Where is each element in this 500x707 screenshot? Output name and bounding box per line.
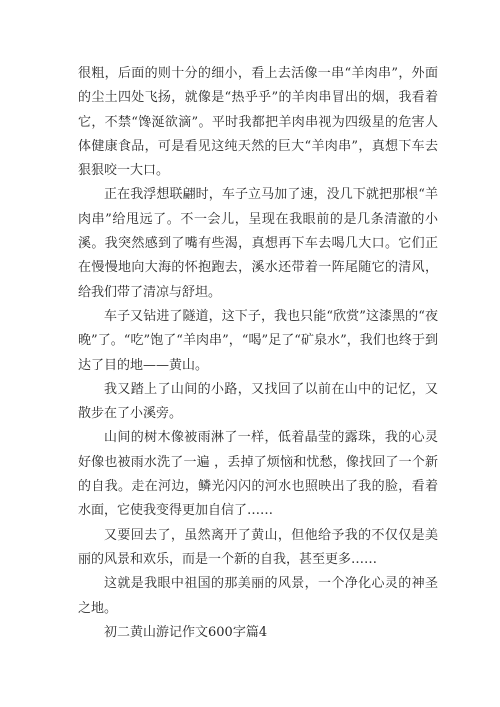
paragraph-7: 这就是我眼中祖国的那美丽的风景，一个净化心灵的神圣之地。 — [78, 576, 438, 616]
paragraph-1: 很粗，后面的则十分的细小，看上去活像一串“羊肉串”，外面的尘土四处飞扬，就像是“热乎乎”的羊肉串冒出的烟，我看着它，不禁“馋涎欲滴”。平时我都把羊肉串视为四级星的危害人体健康食品，可是看见这纯天然的巨大“羊肉串”，真想下车去狠狠咬一大口。 — [78, 66, 438, 179]
paragraph-4: 我又踏上了山间的小路，又找回了以前在山中的记忆，又散步在了小溪旁。 — [78, 381, 438, 422]
paragraph-2: 正在我浮想联翩时，车子立马加了速，没几下就把那根“羊肉串”给甩远了。不一会儿，呈现在我眼前的是几条清澈的小溪。我突然感到了嘴有些渴，真想再下车去喝几大口。它们正在慢慢地向大海的怀抱跑去，溪水还带着一阵尾随它的清风，给我们带了清凉与舒坦。 — [78, 187, 438, 300]
paragraph-5: 山间的树木像被雨淋了一样，低着晶莹的露珠，我的心灵好像也被雨水洗了一遍 ，丢掉了烦恼和忧愁，像找回了一个新的自我。走在河边，鳞光闪闪的河水也照映出了我的脸，看着水面，它使我变得更加自信了…… — [78, 430, 438, 519]
paragraph-3: 车子又钻进了隧道，这下子，我也只能“欣赏”这漆黑的“夜晚”了。“吃”饱了“羊肉串”，“喝”足了“矿泉水”，我们也终于到达了目的地——黄山。 — [78, 308, 438, 373]
paragraph-6: 又要回去了，虽然离开了黄山，但他给予我的不仅仅是美丽的风景和欢乐，而是一个新的自我，甚至更多…… — [78, 527, 438, 567]
section-heading: 初二黄山游记作文600字篇4 — [104, 624, 268, 640]
document-body — [78, 62, 438, 645]
